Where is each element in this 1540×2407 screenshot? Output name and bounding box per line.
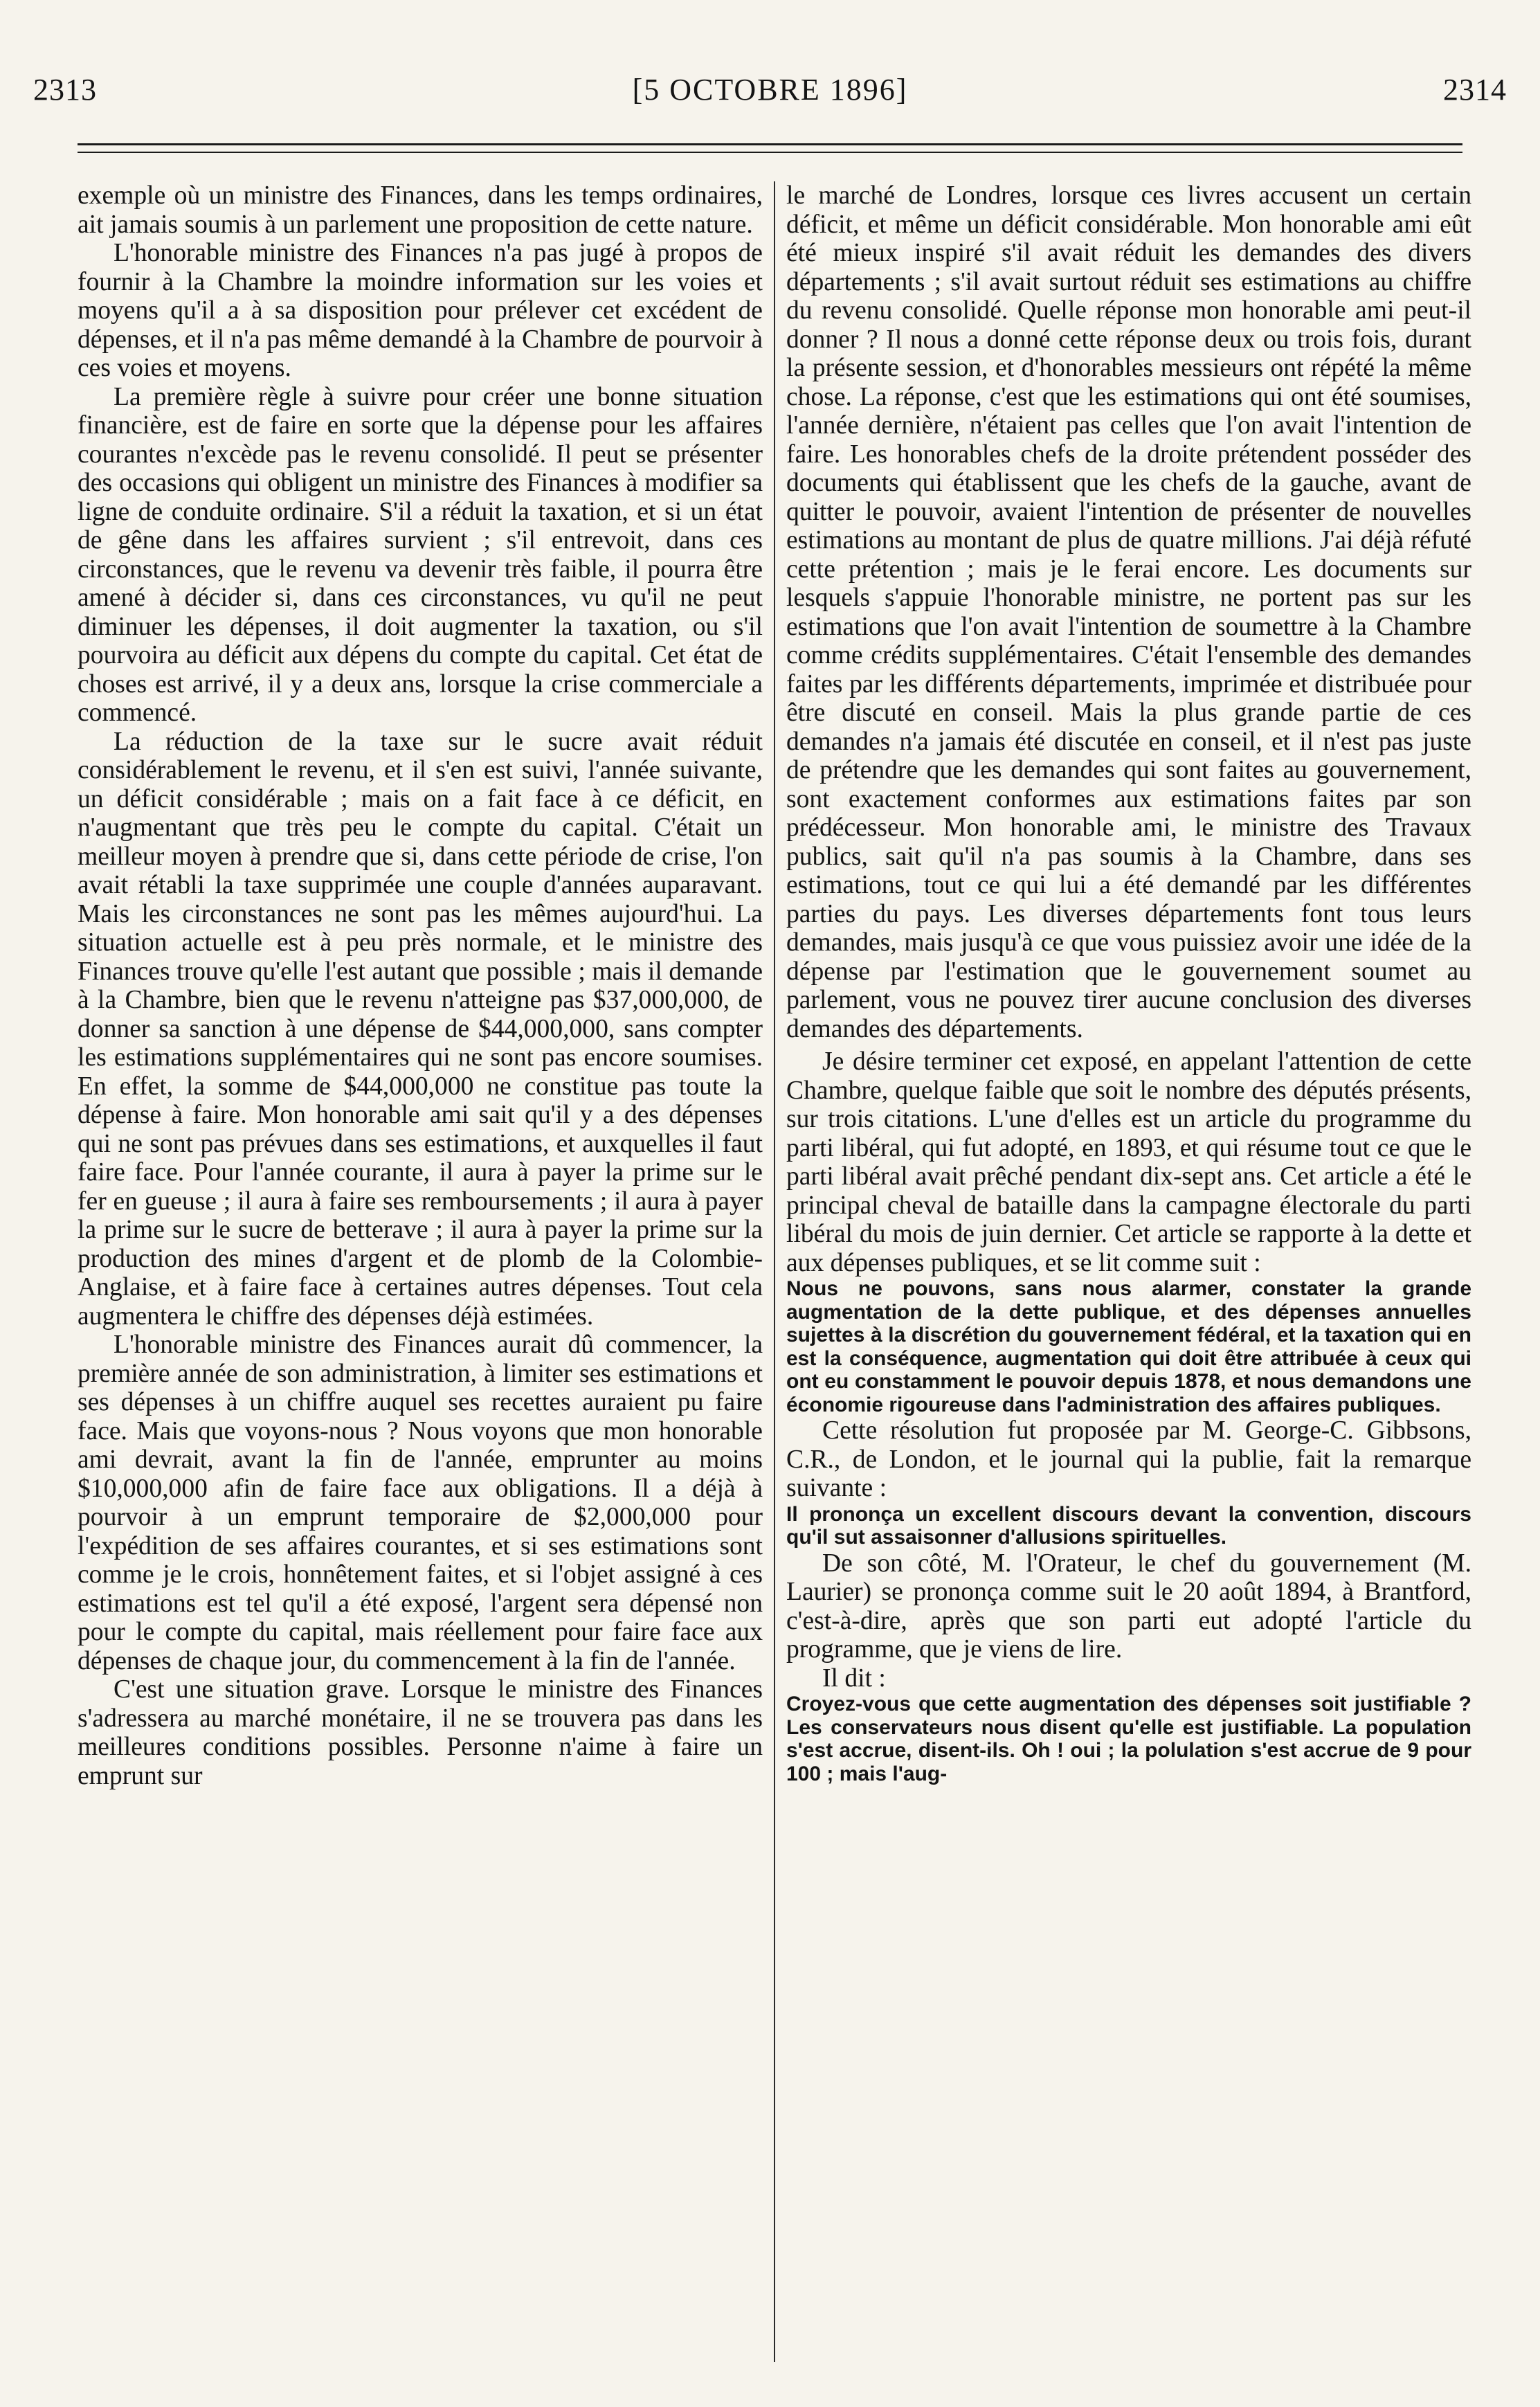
right-paragraph: Je désire terminer cet exposé, en appelant l'attention de cette Chambre, quelque faible que soit le nombre des députés présents, sur trois citations. L'une d'elles est un article du programme du parti libéral, qui fut adopté, en 1893, et qui résume tout ce que le parti libéral avait prêché pendant dix-sept ans. Cet article a été le principal cheval de bataille dans la campagne électorale du parti libéral du mois de juin dernier. Cet article se rapporte à la dette et aux dépenses publiques, et se lit comme suit : — [786, 1047, 1471, 1277]
quotation-program: Nous ne pouvons, sans nous alarmer, constater la grande augmentation de la dette publique, et des dépenses annuelles sujettes à la discrétion du gouvernement fédéral, et la taxation qui en est la conséquence, augmentation qui doit être attribuée à ceux qui ont eu constamment le pouvoir depuis 1878, et nous demandons une économie rigoureuse dans l'administration des affaires publiques. — [786, 1277, 1471, 1416]
right-paragraph: Il dit : — [822, 1664, 886, 1693]
left-paragraph: La première règle à suivre pour créer une bonne situation financière, est de faire en sorte que la dépense pour les affaires courantes n'excède pas le revenu consolidé. Il peut se présenter des occasions qui obligent un ministre des Finances à modifier sa ligne de conduite ordinaire. S'il a réduit la taxation, et si un état de gêne dans les affaires survient ; s'il entrevoit, dans ces circonstances, que le revenu va devenir très faible, il pourra être amené à décider si, dans ces circonstances, vu qu'il ne peut diminuer les dépenses, il doit augmenter la taxation, ou s'il pourvoira au déficit aux dépens du compte du capital. Cet état de choses est arrivé, il y a deux ans, lorsque la crise commerciale a commencé. — [78, 382, 763, 727]
right-paragraph: le marché de Londres, lorsque ces livres accusent un certain déficit, et même un déficit considérable. Mon honorable ami eût été mieux inspiré s'il avait réduit les demandes des divers départements ; s'il avait surtout réduit ses estimations au chiffre du revenu consolidé. Quelle réponse mon honorable ami peut-il donner ? Il nous a donné cette réponse deux ou trois fois, durant la présente session, et d'honorables messieurs ont répété la même chose. La réponse, c'est que les estimations qui ont été soumises, l'année dernière, n'étaient pas celles que l'on avait l'intention de faire. Les honorables chefs de la droite prétendent posséder des documents qui établissent que les chefs de la gauche, avant de quitter le pouvoir, avaient l'intention de présenter de nouvelles estimations au montant de plus de quatre millions. J'ai déjà réfuté cette prétention ; mais je le ferai encore. Les documents sur lesquels s'appuie l'honorable ministre, ne portent pas sur les estimations que l'on avait l'intention de soumettre à la Chambre comme crédits supplémentaires. C'était l'ensemble des demandes faites par les différents départements, imprimée et distribuée pour être discuté en conseil. Mais la plus grande partie de ces demandes n'a jamais été discutée en conseil, et il n'est pas juste de prétendre que les demandes qui sont faites au gouvernement, sont exactement conformes aux estimations faites par son prédécesseur. Mon honorable ami, le ministre des Travaux publics, sait qu'il n'a pas soumis à la Chambre, dans ses estimations, tout ce qui lui a été demandé par les différentes parties du pays. Les diverses départements font tous leurs demandes, mais jusqu'à ce que vous puissiez avoir une idée de la dépense par l'estimation que le gouvernement soumet au parlement, vous ne pouvez tirer aucune conclusion des diverses demandes des départements. — [786, 181, 1471, 1043]
quotation-laurier: Croyez-vous que cette augmentation des dépenses soit justifiable ? Les conservateurs nous disent qu'elle est justifiable. La population s'est accrue, disent-ils. Oh ! oui ; la polulation s'est accrue de 9 pour 100 ; mais l'aug- — [786, 1693, 1471, 1785]
header-rule-bottom — [78, 152, 1462, 153]
page-header — [33, 58, 1507, 120]
left-paragraph: C'est une situation grave. Lorsque le ministre des Finances s'adressera au marché monétaire, il ne se trouvera pas dans les meilleures conditions possibles. Personne n'aime à faire un emprunt sur — [78, 1675, 763, 1790]
right-paragraph: De son côté, M. l'Orateur, le chef du gouvernement (M. Laurier) se prononça comme suit le 20 août 1894, à Brantford, c'est-à-dire, après que son parti eut adopté l'article du programme, que je viens de lire. — [786, 1549, 1471, 1664]
left-paragraph: L'honorable ministre des Finances n'a pas jugé à propos de fournir à la Chambre la moindre information sur les voies et moyens qu'il a à sa disposition pour prélever cet excédent de dépenses, et il n'a pas même demandé à la Chambre de pourvoir à ces voies et moyens. — [78, 239, 763, 382]
left-paragraph: La réduction de la taxe sur le sucre avait réduit considérablement le revenu, et il s'en est suivi, l'année suivante, un déficit considérable ; mais on a fait face à ce déficit, en n'augmentant que très peu le compte du capital. C'était un meilleur moyen à prendre que si, dans cette période de crise, l'on avait rétabli la taxe supprimée une couple d'années auparavant. Mais les circonstances ne sont pas les mêmes aujourd'hui. La situation actuelle est à peu près normale, et le ministre des Finances trouve qu'elle l'est autant que possible ; mais il demande à la Chambre, bien que le revenu n'atteigne pas $37,000,000, de donner sa sanction à une dépense de $44,000,000, sans compter les estimations supplémentaires qui ne sont pas encore soumises. En effet, la somme de $44,000,000 ne constitue pas toute la dépense à faire. Mon honorable ami sait qu'il y a des dépenses qui ne sont pas prévues dans ses estimations, et auxquelles il faut faire face. Pour l'année courante, il aura à payer la prime sur le fer en gueuse ; il aura à faire ses remboursements ; il aura à payer la prime sur le sucre de betterave ; il aura à payer la prime sur la production des mines d'argent et de plomb de la Colombie-Anglaise, et à faire face à certaines autres dépenses. Tout cela augmentera le chiffre des dépenses déjà estimées. — [78, 727, 763, 1331]
left-paragraph: exemple où un ministre des Finances, dans les temps ordinaires, ait jamais soumis à un parlement une proposition de cette nature. — [78, 181, 763, 239]
right-page-number: 2314 — [1442, 72, 1507, 107]
header-date: [5 OCTOBRE 1896] — [632, 72, 908, 107]
right-column — [786, 181, 1471, 2390]
right-paragraph: Cette résolution fut proposée par M. George-C. Gibbsons, C.R., de London, et le journal qui la publie, fait la remarque suivante : — [786, 1416, 1471, 1502]
column-divider — [774, 181, 775, 2362]
quotation-journal: Il prononça un excellent discours devant la convention, discours qu'il sut assaisonner d'allusions spirituelles. — [786, 1502, 1471, 1549]
left-column — [78, 181, 763, 2390]
left-paragraph: L'honorable ministre des Finances aurait dû commencer, la première année de son administration, à limiter ses estimations et ses dépenses à un chiffre auquel ses recettes auraient pu faire face. Mais que voyons-nous ? Nous voyons que mon honorable ami devrait, avant la fin de l'année, emprunter au moins $10,000,000 afin de faire face aux obligations. Il a déjà à pourvoir à un emprunt temporaire de $2,000,000 pour l'expédition de ses affaires courantes, et si ses estimations sont comme je le crois, honnêtement faites, et si l'objet assigné à ces estimations est tel qu'il a été exposé, l'argent sera dépensé non pour le compte du capital, mais réellement pour faire face aux dépenses de chaque jour, du commencement à la fin de l'année. — [78, 1331, 763, 1675]
header-rule-top — [78, 143, 1462, 145]
left-page-number: 2313 — [33, 72, 97, 107]
